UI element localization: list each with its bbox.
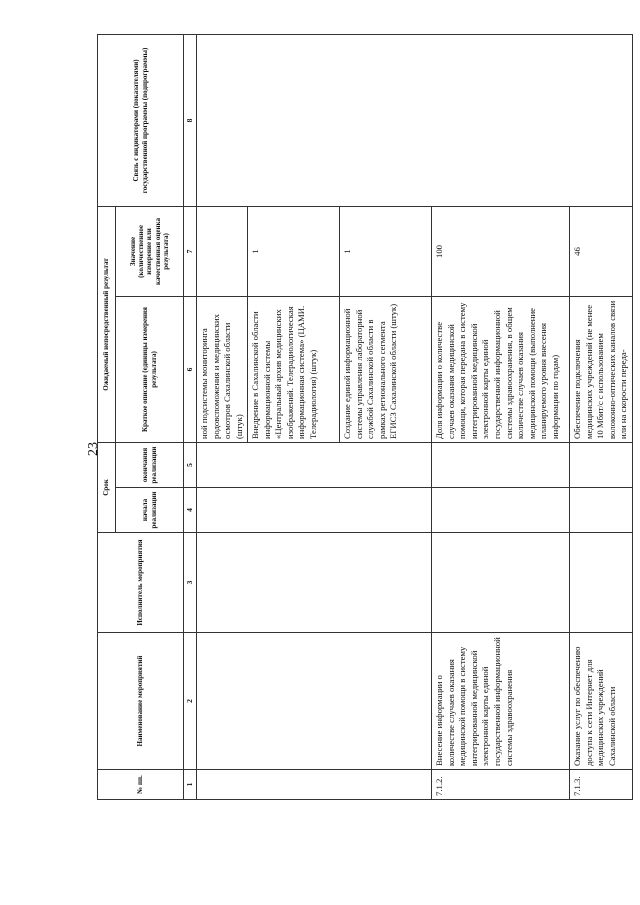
- row-result-value: 46: [570, 206, 633, 296]
- row-executor: [570, 533, 633, 633]
- row-term-end: [570, 442, 633, 487]
- table-row: [196, 34, 247, 799]
- row-result-value: 1: [340, 206, 432, 296]
- row-executor: [432, 533, 570, 633]
- row-term-end: [196, 442, 431, 487]
- header-name: Наименование мероприятий: [98, 633, 184, 770]
- row-result-desc: Доля информации о количестве случаев оказания медицинской помощи, которая передана в систему интегрированной медицинской электронной карты единой государственной информационной системы здравоохранения, в общем количестве случаев оказания медицинской помощи (выполнение планируемого уровня внесения информации по годам): [432, 296, 570, 442]
- row-term-start: [570, 488, 633, 533]
- row-result-value: [196, 206, 247, 296]
- row-term-start: [432, 488, 570, 533]
- measures-table: [97, 34, 633, 800]
- row-result-desc: Создание единой информационной системы управления лабораторной службой Сахалинской области в рамках регионального сегмента ЕГИСЗ Сахалинской области (штук): [340, 296, 432, 442]
- row-link: [196, 34, 632, 206]
- header-result-desc: Краткое описание (единицы измерения результата): [116, 296, 184, 442]
- page-number: 23: [86, 442, 101, 456]
- row-executor: [196, 533, 431, 633]
- col-number: 4: [184, 488, 197, 533]
- col-number: 6: [184, 296, 197, 442]
- row-name: Оказание услуг по обеспечению доступа к сети Интернет для медицинских учреждений Сахалинской области: [570, 633, 633, 770]
- col-number: 3: [184, 533, 197, 633]
- header-num: № пп.: [98, 770, 184, 800]
- row-result-desc: Внедрение в Сахалинской области информационной системы «Центральный архив медицинских изображений. Телерадиологическая информационная система» (ЦАМИ. Телерадиология) (штук): [248, 296, 340, 442]
- header-term-end: окончания реализации: [116, 442, 184, 487]
- header-result-value: Значение (количественное измерение или качественная оценка результата): [116, 206, 184, 296]
- row-num: 7.1.3.: [570, 770, 633, 800]
- row-num: [196, 770, 431, 800]
- row-result-desc: Обеспечение подключения медицинских учреждений (не менее 10 Мбит/с с использованием волоконно-оптических каналов связи или на скорости переда-: [570, 296, 633, 442]
- row-num: 7.1.2.: [432, 770, 570, 800]
- col-number: 1: [184, 770, 197, 800]
- row-term-start: [196, 488, 431, 533]
- row-result-value: 1: [248, 206, 340, 296]
- header-link: Связь с индикаторами (показателями) государственной программы (подпрограммы): [98, 34, 184, 206]
- row-name: [196, 633, 431, 770]
- col-number: 8: [184, 34, 197, 206]
- col-number: 5: [184, 442, 197, 487]
- col-number: 7: [184, 206, 197, 296]
- row-result-desc: ной подсистемы мониторинга родовспоможения и медицинских осмотров Сахалинской области (штук): [196, 296, 247, 442]
- header-term: Срок: [98, 442, 116, 532]
- row-result-value: 100: [432, 206, 570, 296]
- row-name: Внесение информации о количестве случаев оказания медицинской помощи в систему интегрированной медицинской электронной карты единой государственной информационной системы здравоохранения: [432, 633, 570, 770]
- rotated-table-container: [97, 35, 629, 800]
- header-result: Ожидаемый непосредственный результат: [98, 206, 116, 442]
- col-number: 2: [184, 633, 197, 770]
- header-term-start: начала реализации: [116, 488, 184, 533]
- row-term-end: [432, 442, 570, 487]
- header-executor: Исполнитель мероприятия: [98, 533, 184, 633]
